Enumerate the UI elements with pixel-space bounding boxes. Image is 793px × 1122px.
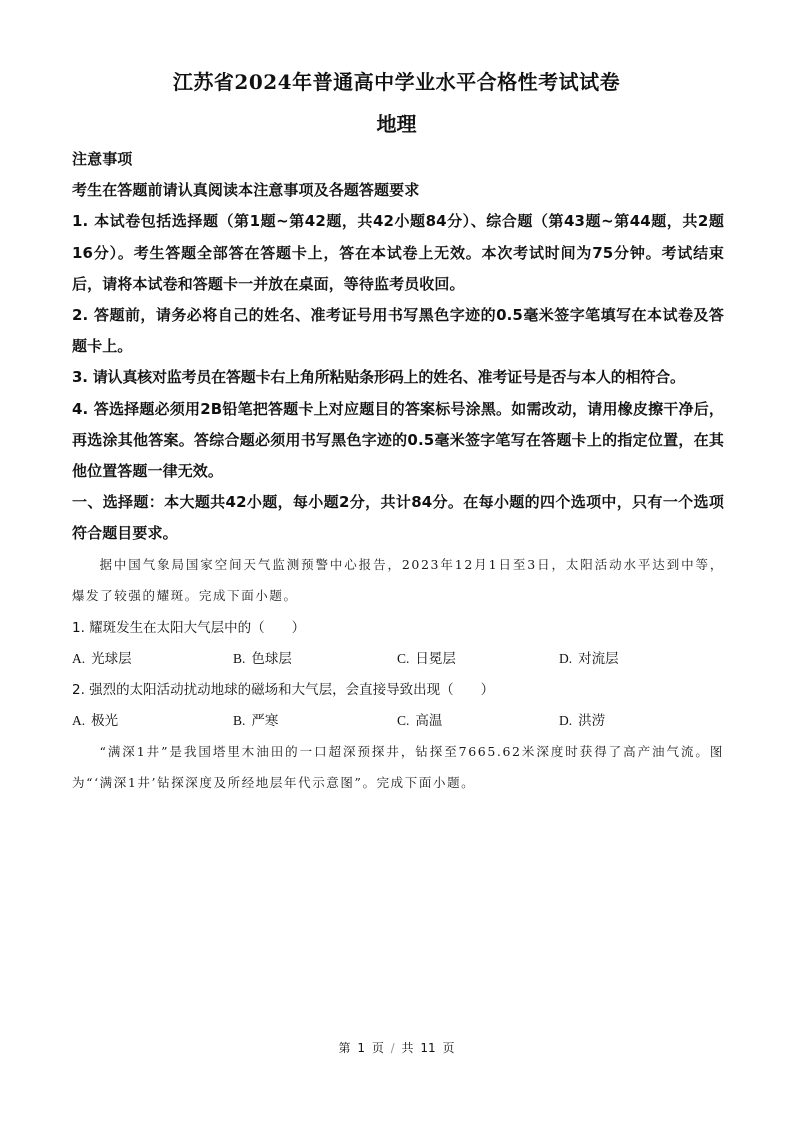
question-2-stem: 2. 强烈的太阳活动扰动地球的磁场和大气层，会直接导致出现（ ）	[72, 682, 495, 698]
exam-notes	[72, 144, 724, 550]
option-letter: A.	[72, 713, 86, 728]
option-text: 光球层	[91, 651, 132, 667]
option-text: 日冕层	[415, 651, 456, 667]
option-letter: D.	[559, 651, 573, 666]
option-c	[397, 649, 456, 669]
footer-total-suffix: 页	[442, 1041, 455, 1055]
option-c	[397, 711, 442, 731]
option-a	[72, 649, 132, 669]
passage-manshen-well	[72, 736, 724, 798]
footer-total-prefix: 共	[401, 1041, 414, 1055]
option-letter: D.	[559, 713, 573, 728]
question-1-options	[72, 649, 724, 669]
notes-item-3: 3. 请认真核对监考员在答题卡右上角所粘贴条形码上的姓名、准考证号是否与本人的相符合。	[72, 368, 685, 387]
option-text: 色球层	[251, 651, 292, 667]
question-1-stem: 1. 耀斑发生在太阳大气层中的（ ）	[72, 620, 306, 636]
notes-item-4: 4. 答选择题必须用2B铅笔把答题卡上对应题目的答案标号涂黑。如需改动，请用橡皮擦干净后，再选涂其他答案。答综合题必须用书写黑色字迹的0.5毫米签字笔写在答题卡上的指定位置，在其他位置答题一律无效。	[72, 399, 724, 481]
passage-text: “满深1井”是我国塔里木油田的一口超深预探井，钻探至7665.62米深度时获得了高产油气流。图为“‘满深1井’钻探深度及所经地层年代示意图”。完成下面小题。	[72, 744, 724, 791]
footer-prefix: 第	[338, 1041, 351, 1055]
page-footer	[0, 1040, 793, 1056]
option-d	[559, 649, 619, 669]
option-letter: B.	[233, 651, 246, 666]
footer-separator: /	[390, 1041, 395, 1055]
passage-solar-flare	[72, 549, 724, 611]
exam-subject: 地理	[376, 112, 417, 136]
option-text: 对流层	[578, 651, 619, 667]
option-b	[233, 711, 278, 731]
option-d	[559, 711, 605, 731]
notes-item-2: 2. 答题前，请务必将自己的姓名、准考证号用书写黑色字迹的0.5毫米签字笔填写在本试卷及答题卡上。	[72, 306, 724, 356]
section-heading: 一、选择题：本大题共42小题，每小题2分，共计84分。在每小题的四个选项中，只有一个选项符合题目要求。	[72, 493, 724, 543]
option-text: 高温	[415, 713, 443, 729]
option-b	[233, 649, 292, 669]
passage-text: 据中国气象局国家空间天气监测预警中心报告，2023年12月1日至3日，太阳活动水平达到中等，爆发了较强的耀斑。完成下面小题。	[72, 557, 724, 604]
notes-item-1: 1. 本试卷包括选择题（第1题~第42题，共42小题84分）、综合题（第43题~第44题，共2题16分）。考生答题全部答在答题卡上，答在本试卷上无效。本次考试时间为75分钟。考试结束后，请将本试卷和答题卡一并放在桌面，等待监考员收回。	[72, 212, 724, 293]
notes-heading: 注意事项	[72, 150, 133, 168]
option-letter: A.	[72, 651, 86, 666]
option-letter: C.	[397, 713, 410, 728]
total-pages-number: 11	[420, 1041, 436, 1055]
option-letter: C.	[397, 651, 410, 666]
question-2-options	[72, 711, 724, 731]
option-text: 极光	[91, 713, 119, 729]
notes-intro: 考生在答题前请认真阅读本注意事项及各题答题要求	[72, 181, 420, 200]
footer-page-word: 页	[371, 1041, 384, 1055]
option-letter: B.	[233, 713, 246, 728]
option-text: 洪涝	[578, 713, 606, 729]
current-page-number: 1	[357, 1041, 365, 1055]
option-a	[72, 711, 118, 731]
exam-title: 江苏省2024年普通高中学业水平合格性考试试卷	[172, 70, 621, 94]
option-text: 严寒	[251, 713, 279, 729]
